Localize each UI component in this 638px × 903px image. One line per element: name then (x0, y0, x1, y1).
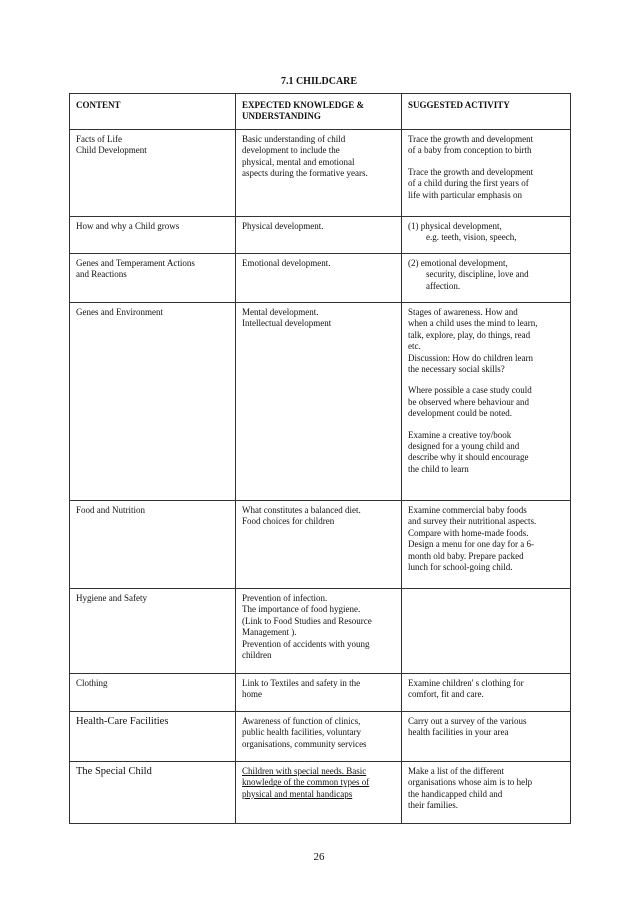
knowledge-cell: Mental development. Intellectual development (236, 303, 402, 501)
activity-cell: Examine children' s clothing for comfort, fit and care. (402, 674, 571, 712)
activity-cell: Carry out a survey of the various health facilities in your area (402, 712, 571, 762)
activity-cell: (2) emotional development, security, discipline, love and affection. (402, 254, 571, 303)
curriculum-table (69, 93, 571, 824)
table-row (70, 254, 571, 303)
content-cell: Health-Care Facilities (70, 712, 236, 762)
knowledge-cell: Physical development. (236, 217, 402, 254)
content-cell: Hygiene and Safety (70, 589, 236, 674)
activity-cell: Examine commercial baby foods and survey their nutritional aspects. Compare with home-made foods. Design a menu for one day for a 6- month old baby. Prepare packed lunch for school-going child. (402, 501, 571, 589)
table-row (70, 217, 571, 254)
activity-cell: Trace the growth and development of a baby from conception to birth Trace the growth and development of a child during the first years of life with particular emphasis on (402, 130, 571, 217)
content-cell: Genes and Temperament Actions and Reactions (70, 254, 236, 303)
table-row (70, 762, 571, 824)
knowledge-cell: Emotional development. (236, 254, 402, 303)
activity-cell: Make a list of the different organisations whose aim is to help the handicapped child and their families. (402, 762, 571, 824)
table-header-row (70, 94, 571, 130)
content-cell: How and why a Child grows (70, 217, 236, 254)
section-title: 7.1 CHILDCARE (280, 76, 358, 87)
header-activity: SUGGESTED ACTIVITY (402, 94, 571, 130)
header-knowledge: EXPECTED KNOWLEDGE & UNDERSTANDING (236, 94, 402, 130)
activity-cell (402, 589, 571, 674)
knowledge-cell: What constitutes a balanced diet. Food choices for children (236, 501, 402, 589)
content-cell: The Special Child (70, 762, 236, 824)
content-cell: Clothing (70, 674, 236, 712)
knowledge-cell: Prevention of infection. The importance of food hygiene. (Link to Food Studies and Resource Management ). Prevention of accidents with young children (236, 589, 402, 674)
knowledge-cell: Basic understanding of child development to include the physical, mental and emotional aspects during the formative years. (236, 130, 402, 217)
activity-cell: (1) physical development, e.g. teeth, vision, speech, (402, 217, 571, 254)
table-row (70, 303, 571, 501)
header-content: CONTENT (70, 94, 236, 130)
page-number: 26 (313, 851, 325, 863)
knowledge-cell: Children with special needs. Basic knowledge of the common types of physical and mental handicaps (236, 762, 402, 824)
knowledge-cell: Awareness of function of clinics, public health facilities, voluntary organisations, community services (236, 712, 402, 762)
table-row (70, 674, 571, 712)
table-row (70, 130, 571, 217)
table-row (70, 589, 571, 674)
content-cell: Facts of Life Child Development (70, 130, 236, 217)
activity-cell: Stages of awareness. How and when a child uses the mind to learn, talk, explore, play, do things, read etc. Discussion: How do children learn the necessary social skills? Where possible a case study could be observed where behaviour and development could be noted. Examine a creative toy/book designed for a young child and describe why it should encourage the child to learn (402, 303, 571, 501)
table-row (70, 712, 571, 762)
knowledge-cell: Link to Textiles and safety in the home (236, 674, 402, 712)
table-row (70, 501, 571, 589)
content-cell: Food and Nutrition (70, 501, 236, 589)
content-cell: Genes and Environment (70, 303, 236, 501)
